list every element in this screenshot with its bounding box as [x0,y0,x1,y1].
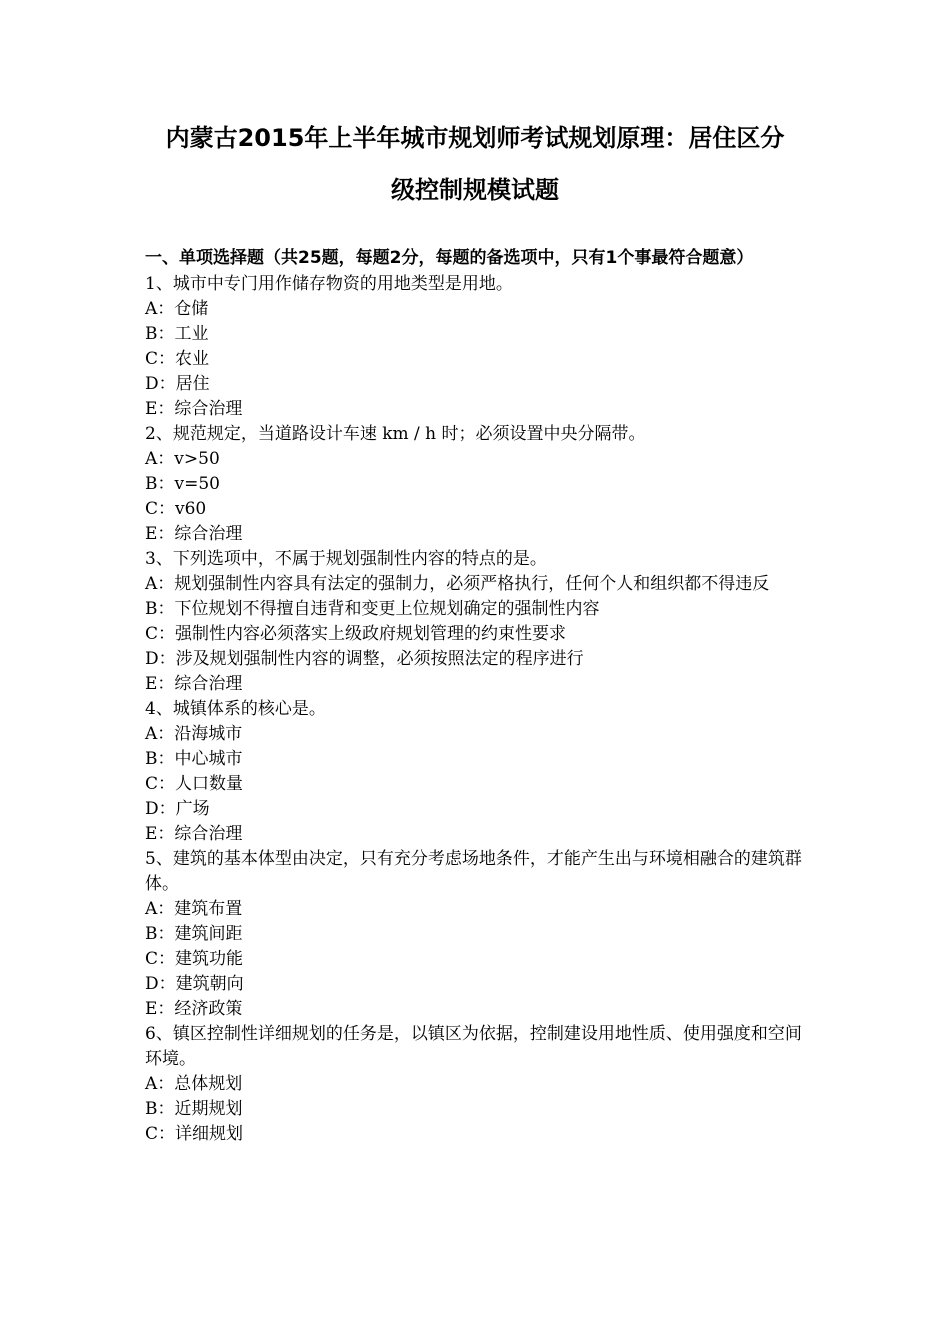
option: A：v>50 [145,449,220,469]
option: C：农业 [145,349,210,369]
option: B：v=50 [145,474,220,494]
option: D：涉及规划强制性内容的调整，必须按照法定的程序进行 [145,649,584,669]
option: B：工业 [145,324,209,344]
option: E：综合治理 [145,524,243,544]
option: E：综合治理 [145,399,243,419]
question-text: 1、城市中专门用作储存物资的用地类型是用地。 [145,274,513,294]
option: C：强制性内容必须落实上级政府规划管理的约束性要求 [145,624,567,644]
option: D：广场 [145,799,210,819]
option: C：人口数量 [145,774,244,794]
question-1 [145,272,813,422]
question-6 [145,1022,813,1147]
option: C：v60 [145,499,207,519]
option: C：建筑功能 [145,949,244,969]
section-heading: 一、单项选择题（共25题，每题2分，每题的备选项中，只有1个事最符合题意） [145,248,754,268]
question-text: 2、规范规定，当道路设计车速 km / h 时；必须设置中央分隔带。 [145,424,646,444]
option: A：建筑布置 [145,899,243,919]
document-body [145,246,813,1147]
option: E：经济政策 [145,999,243,1019]
document-title [120,112,830,216]
question-5 [145,847,813,1022]
question-text: 3、下列选项中，不属于规划强制性内容的特点的是。 [145,549,547,569]
question-3 [145,547,813,697]
question-4 [145,697,813,847]
option: A：沿海城市 [145,724,243,744]
title-line-2: 级控制规模试题 [391,176,559,204]
option: B：近期规划 [145,1099,243,1119]
option: E：综合治理 [145,674,243,694]
option: A：总体规划 [145,1074,243,1094]
question-text: 6、镇区控制性详细规划的任务是，以镇区为依据，控制建设用地性质、使用强度和空间环境。 [145,1024,802,1069]
option: A：仓储 [145,299,209,319]
question-text: 5、建筑的基本体型由决定，只有充分考虑场地条件，才能产生出与环境相融合的建筑群体。 [145,849,802,894]
question-text: 4、城镇体系的核心是。 [145,699,326,719]
option: B：中心城市 [145,749,243,769]
option: B：下位规划不得擅自违背和变更上位规划确定的强制性内容 [145,599,600,619]
title-line-1: 内蒙古2015年上半年城市规划师考试规划原理：居住区分 [165,124,785,152]
option: D：居住 [145,374,210,394]
option: C：详细规划 [145,1124,244,1144]
option: D：建筑朝向 [145,974,244,994]
option: B：建筑间距 [145,924,243,944]
option: E：综合治理 [145,824,243,844]
option: A：规划强制性内容具有法定的强制力，必须严格执行，任何个人和组织都不得违反 [145,574,770,594]
question-2 [145,422,813,547]
